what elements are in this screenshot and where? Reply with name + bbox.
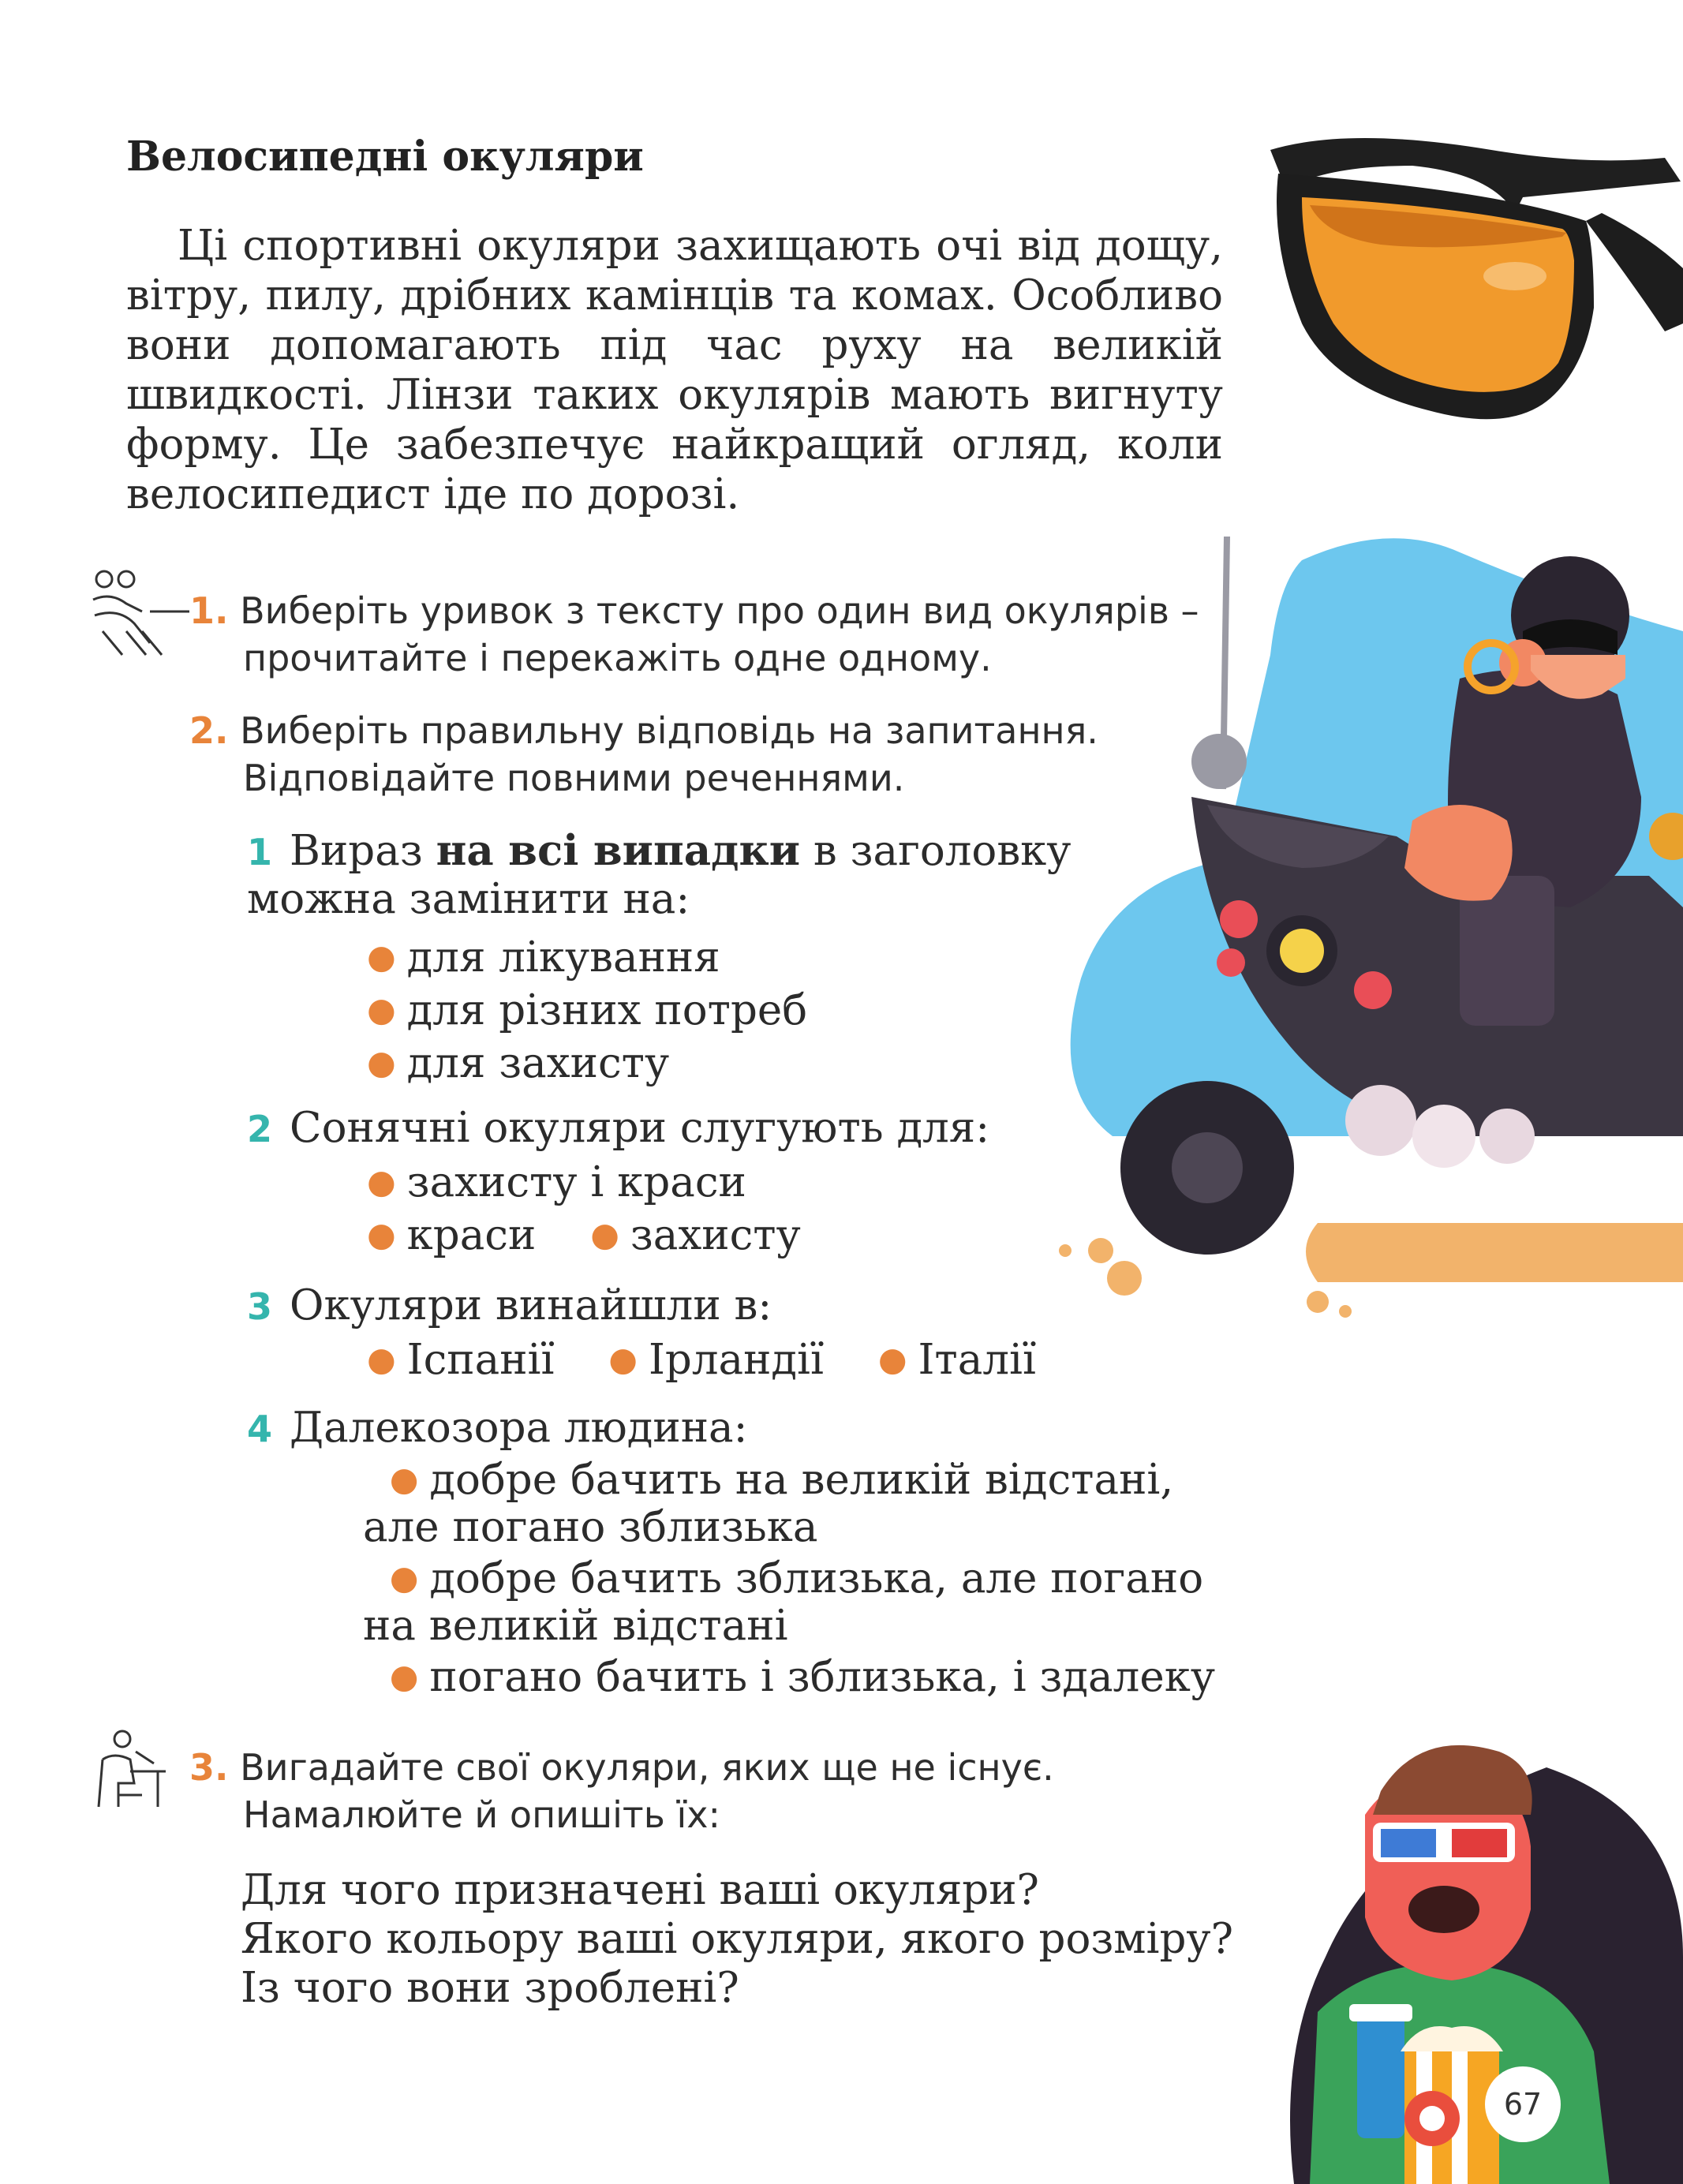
bullet-icon: ● — [590, 1215, 619, 1254]
option-label-line-2: на великій відстані — [363, 1602, 788, 1650]
option-label: захисту — [630, 1211, 801, 1259]
task-text-line-2: прочитайте і перекажіть одне одному. — [243, 637, 992, 679]
answer-option[interactable] — [590, 1211, 801, 1259]
bullet-icon: ● — [367, 1340, 396, 1378]
sport-sunglasses-illustration — [1255, 126, 1683, 442]
bullet-icon: ● — [608, 1340, 638, 1378]
option-label: для різних потреб — [406, 986, 808, 1034]
question-text: Далекозора людина: — [290, 1404, 748, 1452]
page-number: 67 — [1485, 2066, 1561, 2142]
option-label: Ірландії — [648, 1336, 824, 1384]
bullet-icon: ● — [367, 937, 396, 976]
question-1 — [247, 827, 1154, 923]
question-text: Окуляри винайшли в: — [290, 1281, 772, 1329]
option-label: для захисту — [406, 1039, 670, 1087]
answer-option[interactable] — [363, 1653, 1231, 1701]
option-label: Іспанії — [406, 1336, 555, 1384]
question-text-line-2: можна замінити на: — [247, 875, 690, 923]
question-text-post: в заголовку — [800, 827, 1072, 875]
question-number: 4 — [247, 1408, 273, 1450]
option-label: краси — [406, 1211, 537, 1259]
option-label: Італії — [918, 1336, 1036, 1384]
question-number: 1 — [247, 831, 273, 873]
option-label-line-1: погано бачить і зблизька, і здалеку — [429, 1653, 1215, 1701]
option-label: для лікування — [406, 933, 720, 982]
question-text: Сонячні окуляри слугують для: — [290, 1104, 990, 1152]
question-number: 3 — [247, 1285, 273, 1328]
task-1 — [189, 587, 1278, 682]
bullet-icon: ● — [877, 1340, 907, 1378]
describe-question: Якого кольору ваші окуляри, якого розміру? — [241, 1915, 1233, 1963]
bullet-icon: ● — [389, 1460, 419, 1498]
option-label-line-2: але погано зблизька — [363, 1503, 818, 1551]
describe-question: Із чого вони зроблені? — [241, 1964, 739, 2012]
question-number: 2 — [247, 1108, 273, 1150]
question-3-options — [367, 1333, 1077, 1386]
answer-option[interactable] — [367, 931, 807, 984]
task-number: 1. — [189, 589, 229, 632]
task-2 — [189, 707, 1215, 802]
question-text-pre: Вираз — [290, 827, 436, 875]
option-label: захисту і краси — [406, 1158, 746, 1206]
task-number: 3. — [189, 1746, 229, 1789]
option-label-line-1: добре бачить на великій відстані, — [429, 1456, 1174, 1504]
describe-questions — [241, 1866, 1233, 2013]
task-text-line-2: Відповідайте повними реченнями. — [243, 757, 905, 799]
bullet-icon: ● — [367, 1215, 396, 1254]
question-4 — [247, 1404, 748, 1453]
writing-at-desk-icon — [87, 1728, 181, 1815]
answer-option[interactable] — [608, 1336, 824, 1384]
bullet-icon: ● — [389, 1558, 419, 1597]
task-text-line-2: Намалюйте й опишіть їх: — [243, 1793, 720, 1836]
answer-option-row — [367, 1209, 842, 1262]
option-label-line-1: добре бачить зблизька, але погано — [429, 1554, 1204, 1602]
question-3 — [247, 1282, 772, 1330]
answer-option[interactable] — [363, 1456, 1231, 1551]
answer-option[interactable] — [367, 1156, 842, 1209]
question-1-options — [367, 931, 807, 1090]
task-3 — [189, 1744, 1215, 1838]
intro-text: Ці спортивні окуляри захищають очі від дощу, вітру, пилу, дрібних камінців та комах. Особливо вони допомагають під час руху на великій швидкості. Лінзи таких окулярів мають вигнуту форму. Це забезпечує найкращий огляд, коли велосипедист іде по дорозі. — [126, 222, 1223, 518]
bullet-icon: ● — [389, 1657, 419, 1696]
answer-option[interactable] — [367, 1037, 807, 1090]
bullet-icon: ● — [367, 1162, 396, 1201]
boy-3d-glasses-illustration — [1262, 1720, 1683, 2184]
answer-option[interactable] — [367, 1211, 536, 1259]
section-heading: Велосипедні окуляри — [126, 133, 644, 181]
pair-work-icon — [87, 568, 197, 663]
answer-option[interactable] — [367, 984, 807, 1037]
bullet-icon: ● — [367, 990, 396, 1029]
describe-question: Для чого призначені ваші окуляри? — [241, 1866, 1039, 1914]
task-text-line-1: Виберіть правильну відповідь на запитання. — [240, 709, 1098, 752]
intro-paragraph — [126, 221, 1223, 519]
task-text-line-1: Вигадайте свої окуляри, яких ще не існує. — [240, 1746, 1054, 1789]
question-2-options — [367, 1156, 842, 1262]
answer-option[interactable] — [878, 1336, 1036, 1384]
question-text-bold: на всі випадки — [436, 826, 801, 875]
question-4-options — [363, 1456, 1231, 1704]
answer-option[interactable] — [367, 1336, 554, 1384]
question-2 — [247, 1105, 989, 1153]
answer-option-row — [367, 1333, 1077, 1386]
task-text-line-1: Виберіть уривок з тексту про один вид окулярів – — [240, 589, 1199, 632]
task-number: 2. — [189, 709, 229, 752]
answer-option[interactable] — [363, 1554, 1231, 1650]
bullet-icon: ● — [367, 1043, 396, 1082]
